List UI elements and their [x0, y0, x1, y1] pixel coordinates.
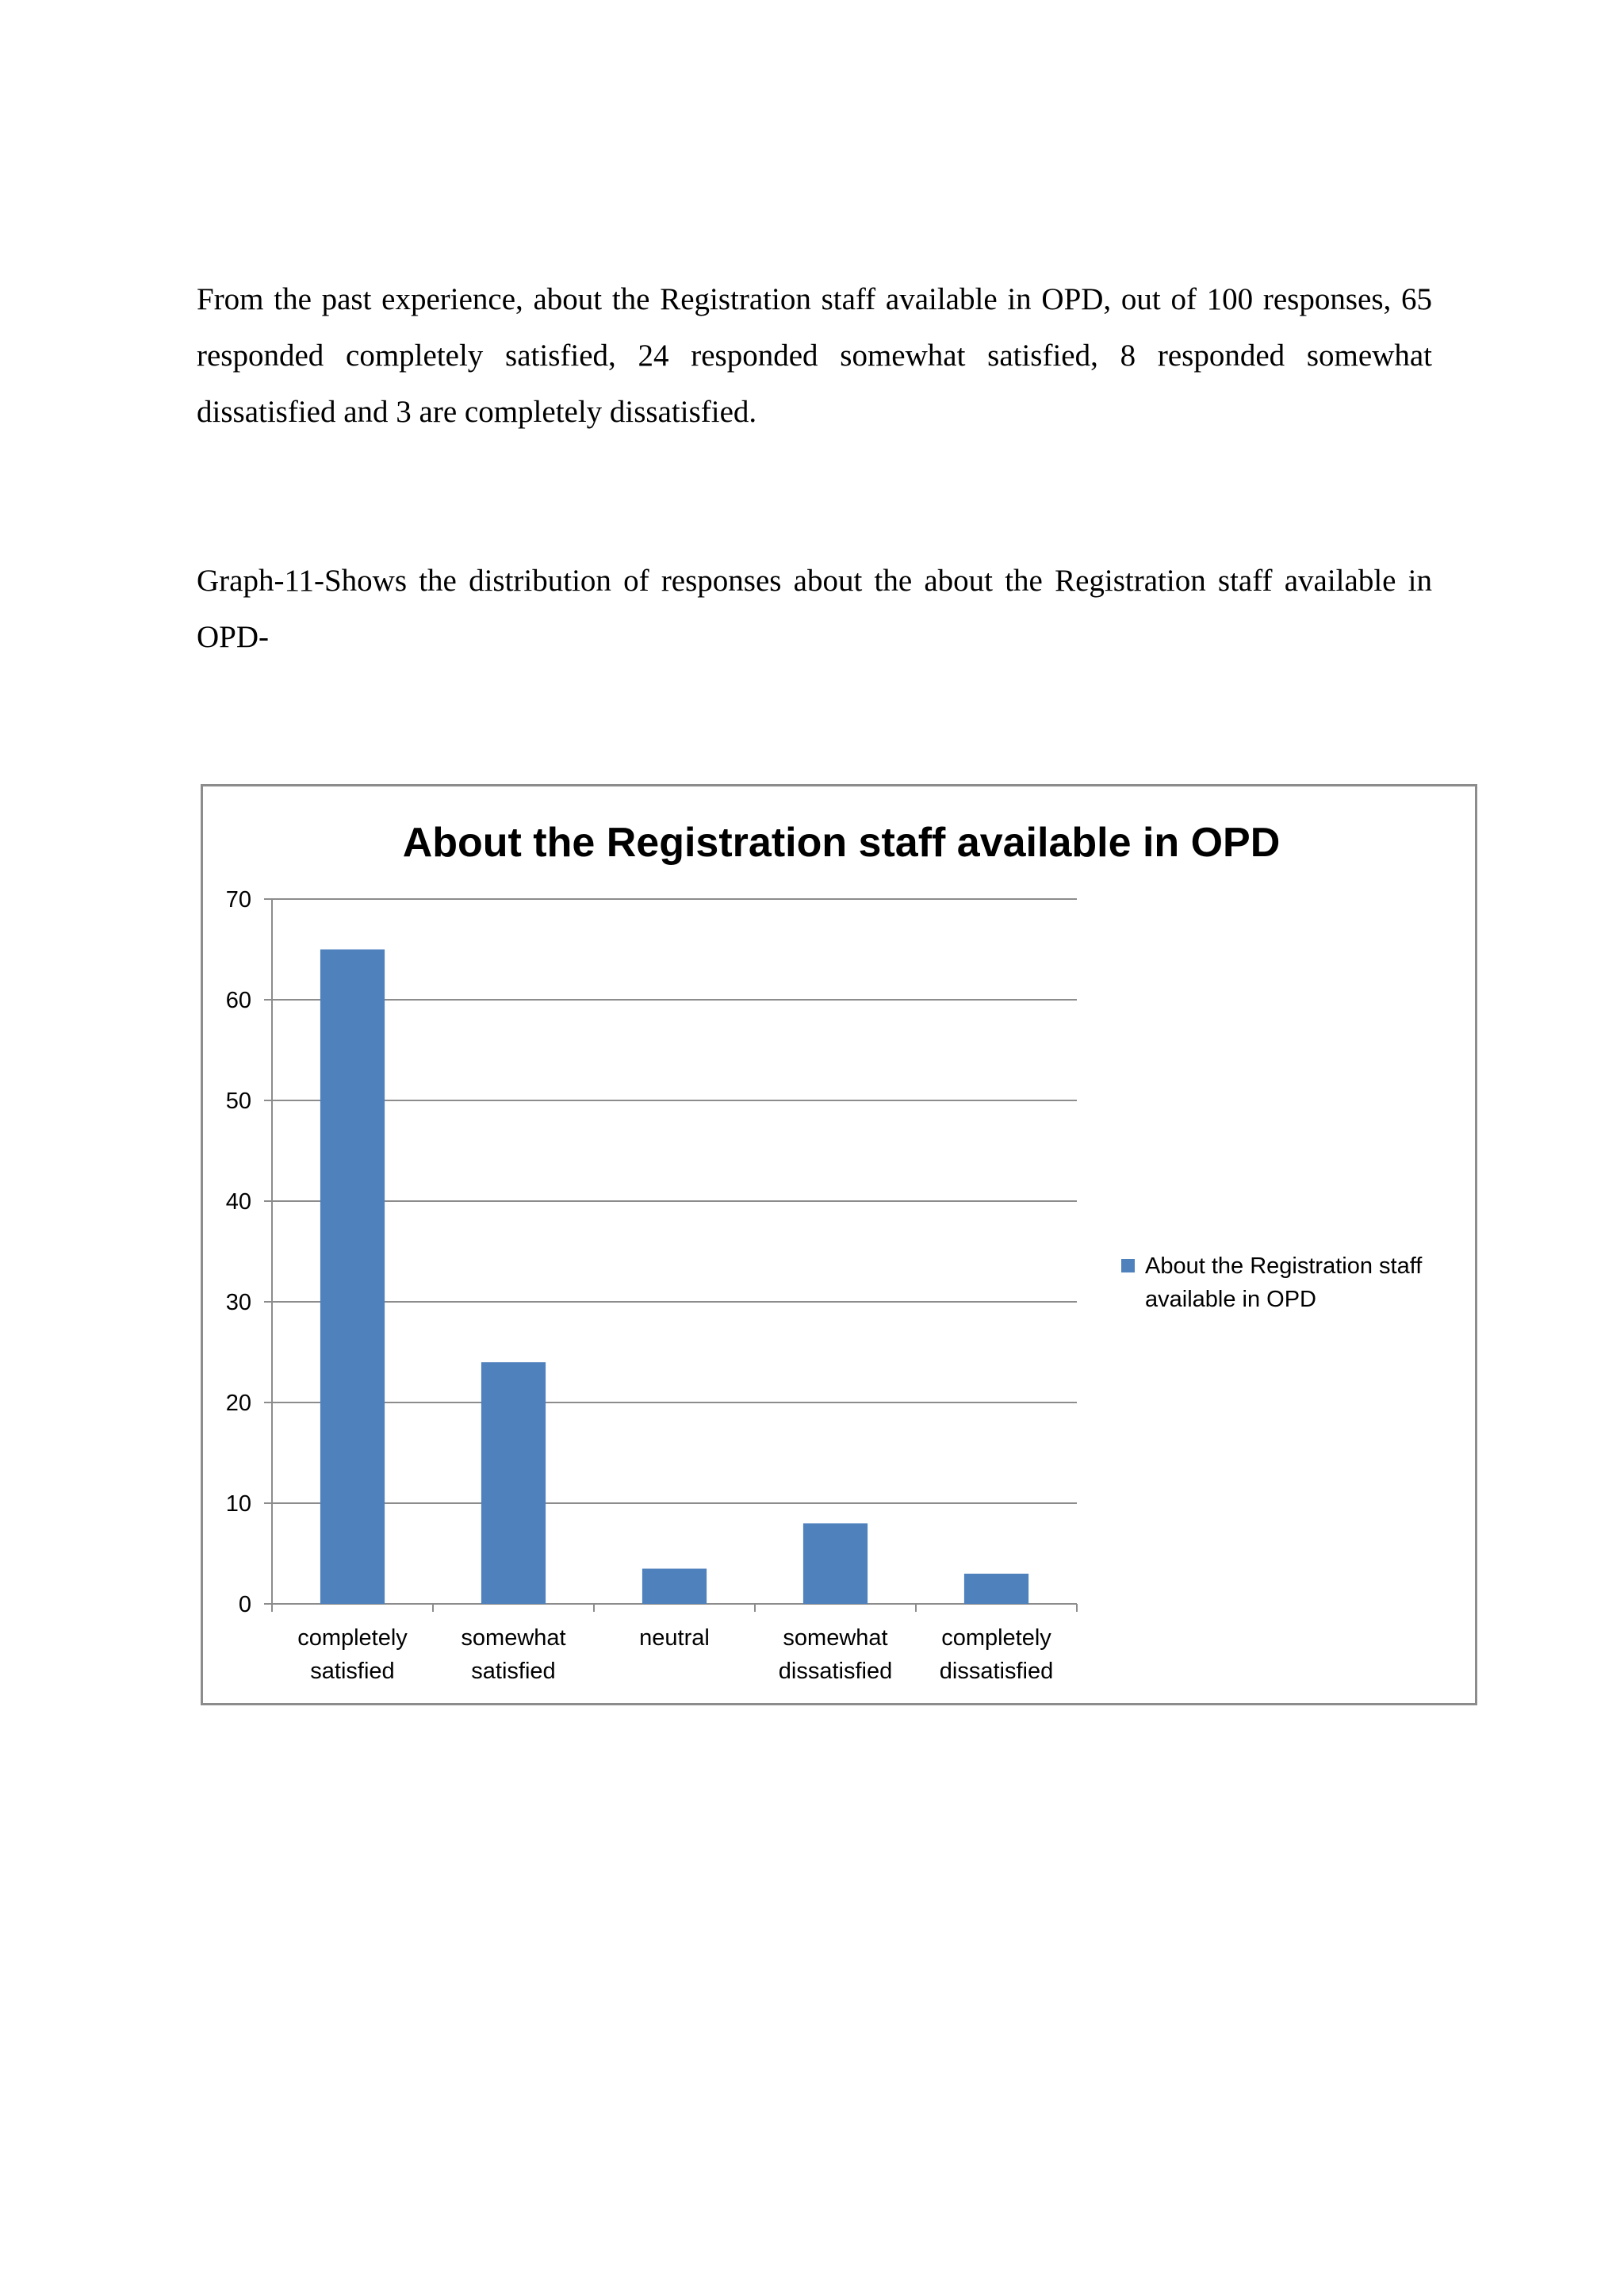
- x-category-label: neutral: [639, 1625, 710, 1651]
- bar: [481, 1362, 546, 1604]
- y-tick-label: 0: [238, 1592, 251, 1617]
- y-tick-label: 60: [225, 988, 251, 1013]
- x-category-label: dissatisfied: [778, 1659, 893, 1684]
- x-category-label: dissatisfied: [939, 1659, 1054, 1684]
- gridlines: [272, 899, 1077, 1503]
- paragraph-summary: From the past experience, about the Registration staff available in OPD, out of 100 responses, 65 responded completely satisfied, 24 responded somewhat satisfied, 8 responded somewhat dissatisfied and 3 are completely dissatisfied.: [197, 282, 1432, 429]
- y-tick-label: 20: [225, 1391, 251, 1416]
- bar-chart: [203, 786, 1475, 1703]
- y-tick-label: 50: [225, 1089, 251, 1114]
- paragraph-graph-caption: Graph-11-Shows the distribution of responses about the about the Registration staff available in OPD-: [197, 564, 1432, 654]
- chart-title: About the Registration staff available in OPD: [402, 820, 1281, 866]
- x-category-label: satisfied: [471, 1659, 556, 1684]
- bar: [964, 1574, 1028, 1604]
- y-tick-label: 40: [225, 1189, 251, 1215]
- legend-swatch: [1121, 1259, 1135, 1272]
- axes: [264, 899, 1077, 1612]
- x-category-label: somewhat: [461, 1625, 566, 1651]
- legend-label: About the Registration staff: [1145, 1253, 1423, 1279]
- x-category-label: satisfied: [310, 1659, 395, 1684]
- y-tick-label: 70: [225, 887, 251, 913]
- bar: [642, 1569, 707, 1604]
- legend-label: available in OPD: [1145, 1287, 1316, 1312]
- y-tick-label: 30: [225, 1290, 251, 1315]
- bar: [803, 1523, 868, 1604]
- x-category-label: completely: [941, 1625, 1051, 1651]
- x-category-label: somewhat: [783, 1625, 888, 1651]
- y-tick-label: 10: [225, 1491, 251, 1517]
- bar: [320, 950, 385, 1605]
- chart-frame: [201, 784, 1477, 1705]
- legend: [1121, 1253, 1423, 1312]
- x-category-label: completely: [297, 1625, 408, 1651]
- bars: [320, 950, 1028, 1605]
